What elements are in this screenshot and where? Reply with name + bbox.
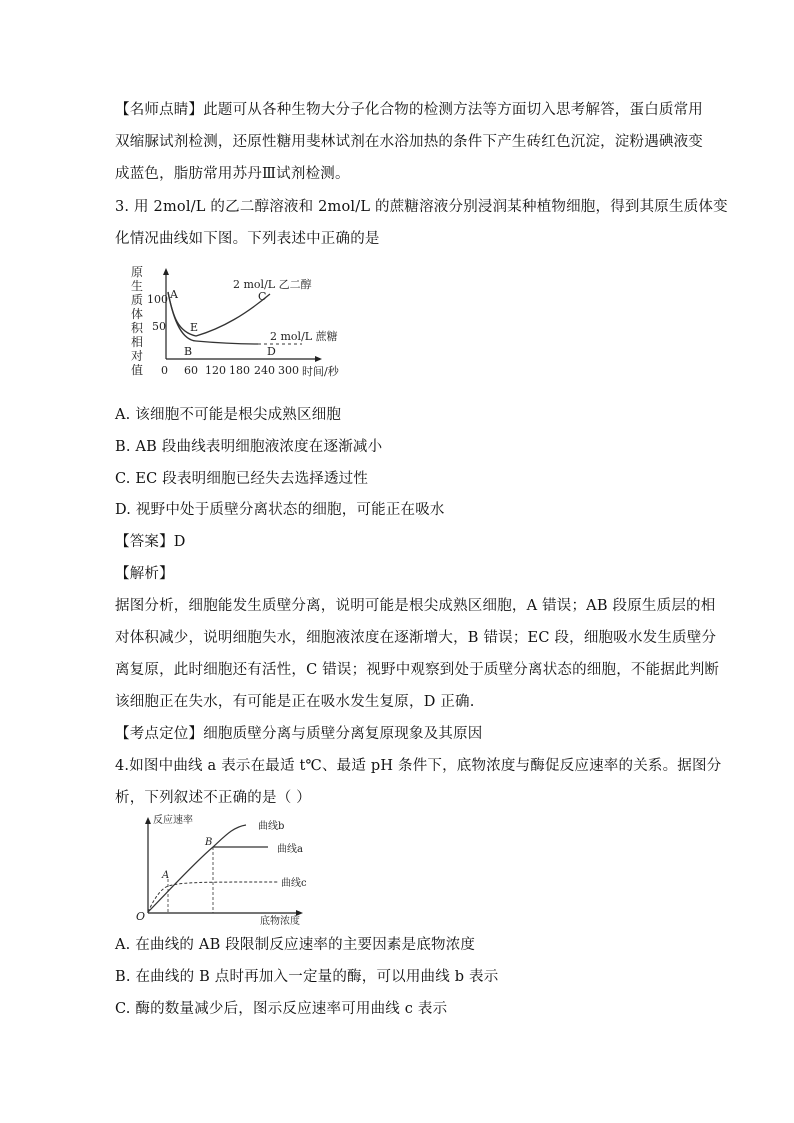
question-3-analysis-line-1: 据图分析，细胞能发生质壁分离，说明可能是根尖成熟区细胞，A 错误；AB 段原生质层的相	[115, 598, 716, 614]
curve-b	[148, 825, 246, 912]
figure-1-chart	[128, 262, 368, 396]
point-label-a: A	[170, 288, 178, 301]
point-label-e: E	[190, 321, 199, 334]
y-axis-arrow	[163, 268, 169, 275]
x-tick: 0	[161, 364, 168, 377]
question-3-analysis-line-4: 该细胞正在失水，有可能是正在吸水发生复原，D 正确.	[115, 694, 475, 710]
y-axis-arrow	[145, 817, 151, 824]
question-4-option-c: C. 酶的数量减少后，图示反应速率可用曲线 c 表示	[115, 1001, 448, 1017]
y-label-char: 体	[131, 307, 144, 321]
y-label-char: 对	[131, 349, 144, 363]
x-axis-arrow	[315, 356, 322, 362]
y-tick-100: 100	[147, 293, 168, 306]
series-label-ethylene-glycol: 2 mol/L 乙二醇	[233, 278, 312, 291]
y-label-char: 值	[131, 363, 144, 377]
point-label-a: A	[162, 870, 170, 881]
point-label-b: B	[184, 345, 193, 358]
question-3-option-b: B. AB 段曲线表明细胞液浓度在逐渐减小	[115, 439, 383, 455]
x-tick: 300	[278, 364, 299, 377]
y-axis-label	[131, 265, 144, 377]
x-tick: 120	[205, 364, 226, 377]
y-label-char: 质	[131, 293, 144, 307]
y-label-char: 生	[131, 279, 144, 293]
x-tick: 60	[184, 364, 198, 377]
question-3-analysis-line-3: 离复原，此时细胞还有活性，C 错误；视野中观察到处于质壁分离状态的细胞，不能据此判断	[115, 662, 720, 678]
figure-2-chart	[128, 812, 308, 931]
point-label-c: C	[258, 290, 267, 303]
curve-sucrose	[168, 292, 258, 344]
question-3-analysis-heading: 【解析】	[115, 566, 174, 582]
question-3-line-1: 3. 用 2mol/L 的乙二醇溶液和 2mol/L 的蔗糖溶液分别浸润某种植物细胞，得到其原生质体变	[115, 199, 728, 215]
question-3-line-2: 化情况曲线如下图。下列表述中正确的是	[115, 231, 380, 247]
curve-ethylene-glycol	[168, 292, 270, 336]
y-label-char: 积	[131, 321, 144, 335]
tip-line-1: 【名师点睛】此题可从各种生物大分子化合物的检测方法等方面切入思考解答，蛋白质常用	[115, 102, 703, 118]
point-label-d: D	[267, 345, 276, 358]
origin-label: O	[136, 910, 146, 923]
question-4-line-1: 4.如图中曲线 a 表示在最适 t℃、最适 pH 条件下，底物浓度与酶促反应速率的关系。据图分	[115, 758, 722, 774]
y-tick-50: 50	[152, 320, 166, 333]
question-3-option-a: A. 该细胞不可能是根尖成熟区细胞	[115, 407, 342, 423]
x-axis-label: 底物浓度	[260, 916, 300, 927]
series-label-b: 曲线b	[258, 821, 285, 832]
x-tick: 240	[254, 364, 275, 377]
question-3-analysis-line-2: 对体积减少，说明细胞失水，细胞液浓度在逐渐增大，B 错误；EC 段，细胞吸水发生质壁分	[115, 630, 717, 646]
tip-line-2: 双缩脲试剂检测，还原性糖用斐林试剂在水浴加热的条件下产生砖红色沉淀，淀粉遇碘液变	[115, 134, 703, 150]
x-ticks	[161, 364, 299, 377]
point-label-b: B	[205, 837, 213, 848]
question-4-option-a: A. 在曲线的 AB 段限制反应速率的主要因素是底物浓度	[115, 937, 476, 953]
question-3-option-d: D. 视野中处于质壁分离状态的细胞，可能正在吸水	[115, 502, 445, 518]
series-label-c: 曲线c	[281, 878, 307, 889]
question-3-knowledge-point: 【考点定位】细胞质壁分离与质壁分离复原现象及其原因	[115, 726, 483, 742]
x-axis-label: 时间/秒	[302, 365, 339, 378]
y-label-char: 相	[131, 335, 144, 349]
series-label-a: 曲线a	[277, 844, 303, 855]
x-tick: 180	[229, 364, 250, 377]
y-label-char: 原	[131, 265, 144, 279]
question-4-line-2: 析，下列叙述不正确的是（ ）	[115, 790, 311, 806]
question-3-answer: 【答案】D	[115, 534, 186, 550]
series-label-sucrose: 2 mol/L 蔗糖	[270, 330, 338, 343]
question-3-option-c: C. EC 段表明细胞已经失去选择透过性	[115, 471, 369, 487]
tip-line-3: 成蓝色，脂肪常用苏丹Ⅲ试剂检测。	[115, 166, 350, 182]
question-4-option-b: B. 在曲线的 B 点时再加入一定量的酶，可以用曲线 b 表示	[115, 969, 499, 985]
y-axis-label: 反应速率	[153, 815, 193, 826]
